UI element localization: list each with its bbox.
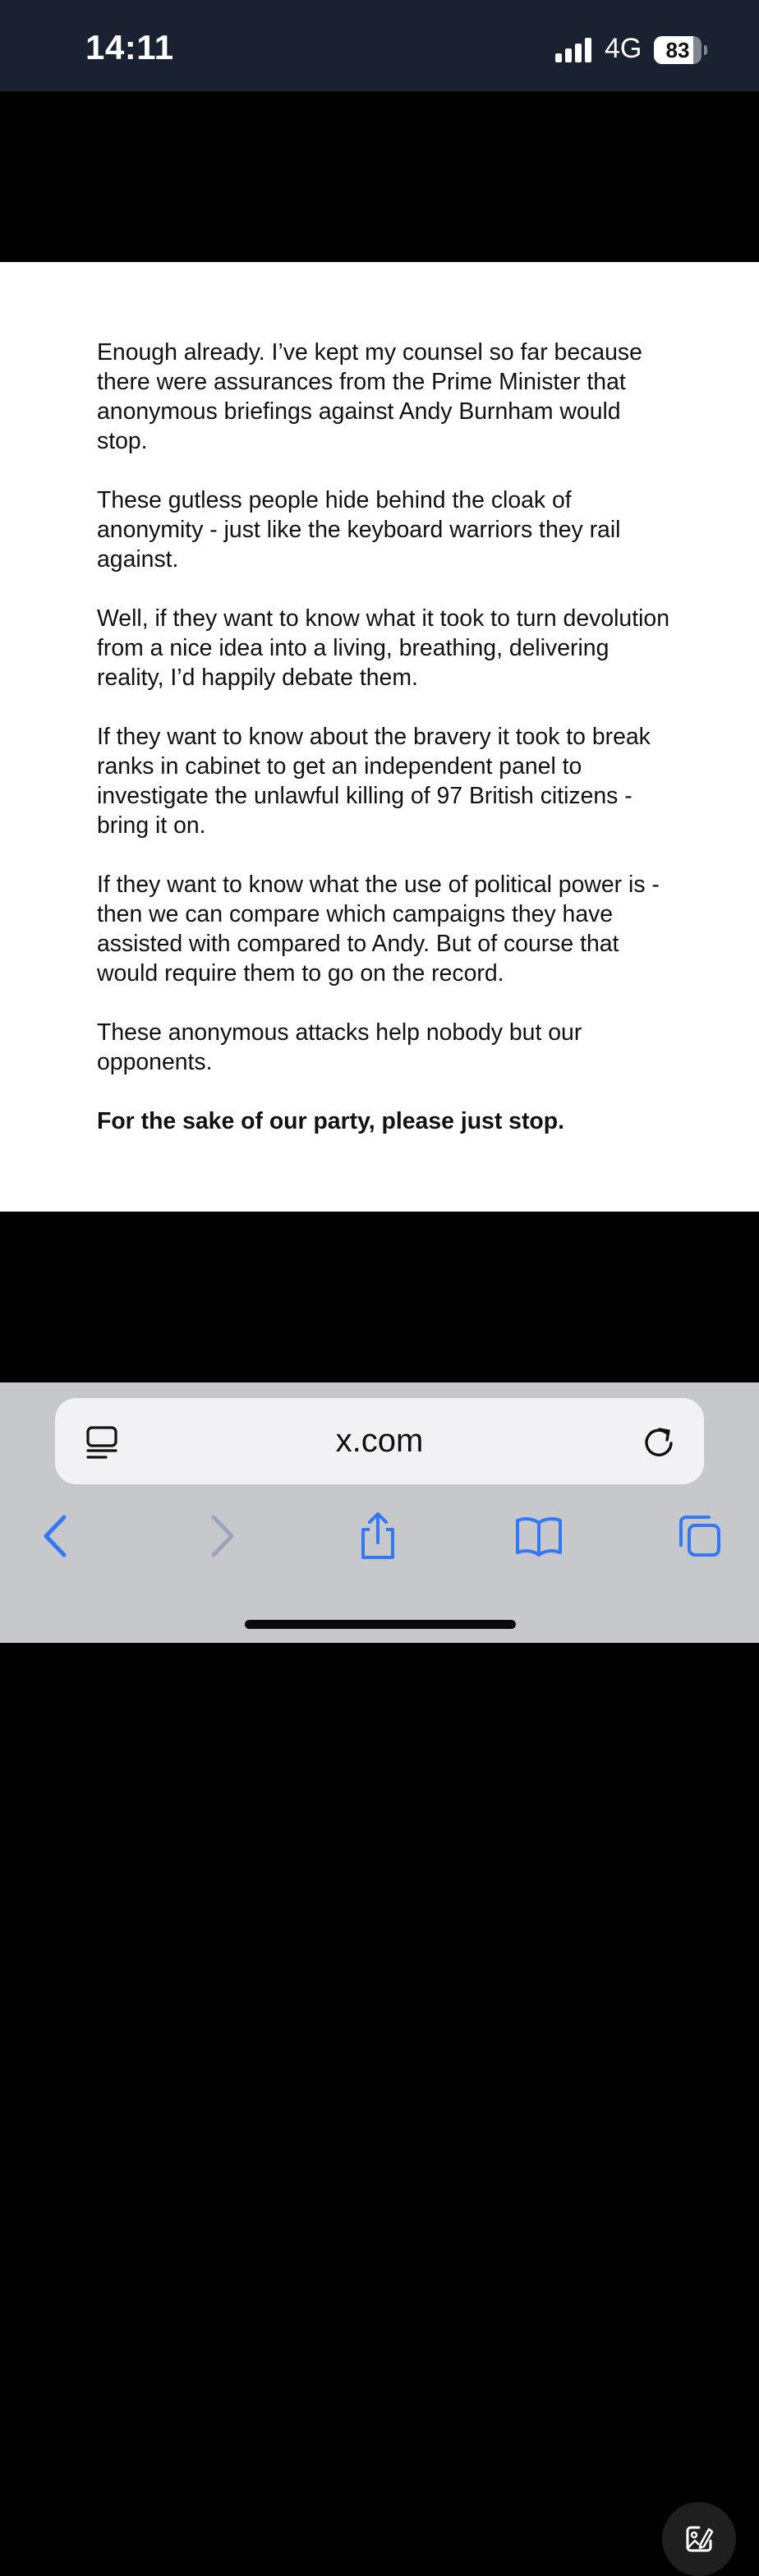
- home-indicator: [245, 1620, 516, 1629]
- reader-mode-icon[interactable]: [83, 1423, 122, 1462]
- statement-paragraph: If they want to know about the bravery it took to break ranks in cabinet to get an independent panel to investigate the unlawful killing of 97 British citizens - bring it on.: [97, 724, 651, 839]
- statement-paragraph: These gutless people hide behind the cloak of anonymity - just like the keyboard warriors they rail against.: [97, 487, 621, 573]
- browser-toolbar: [0, 1382, 759, 1643]
- battery-icon: [654, 36, 708, 64]
- network-type: 4G: [605, 33, 642, 64]
- statement-paragraph: These anonymous attacks help nobody but our opponents.: [97, 1019, 582, 1075]
- address-bar[interactable]: [55, 1398, 704, 1484]
- statement-text: [97, 338, 672, 1136]
- back-button[interactable]: [32, 1511, 81, 1561]
- statement-paragraph: Enough already. I’ve kept my counsel so far because there were assurances from the Prime Minister that anonymous briefings against Andy Burnham would stop.: [97, 339, 642, 454]
- tabs-icon: [676, 1512, 724, 1560]
- statement-image: [0, 262, 759, 1212]
- statement-closing: For the sake of our party, please just stop.: [97, 1108, 564, 1134]
- edit-photo-button[interactable]: [662, 2502, 736, 2576]
- book-icon: [514, 1515, 564, 1557]
- photo-edit-icon: [683, 2523, 715, 2555]
- chevron-right-icon: [202, 1514, 240, 1558]
- share-icon: [355, 1511, 401, 1561]
- status-time: 14:11: [85, 28, 174, 67]
- reload-icon[interactable]: [640, 1423, 678, 1460]
- signal-strength-icon: [555, 38, 593, 62]
- share-button[interactable]: [353, 1511, 402, 1561]
- url-text[interactable]: x.com: [335, 1423, 424, 1459]
- statement-paragraph: If they want to know what the use of political power is - then we can compare which campaigns they have assisted with compared to Andy. But of course that would require them to go on the record.: [97, 872, 660, 987]
- status-bar: [0, 0, 759, 91]
- tabs-button[interactable]: [675, 1511, 724, 1561]
- chevron-left-icon: [38, 1514, 76, 1558]
- bookmarks-button[interactable]: [514, 1511, 564, 1561]
- statement-paragraph: Well, if they want to know what it took to turn devolution from a nice idea into a living, breathing, delivering reality, I’d happily debate them.: [97, 605, 669, 691]
- forward-button[interactable]: [196, 1511, 246, 1561]
- image-letterbox-top: [0, 91, 759, 262]
- image-letterbox-bottom: [0, 1212, 759, 1382]
- battery-percentage: 83: [665, 38, 690, 62]
